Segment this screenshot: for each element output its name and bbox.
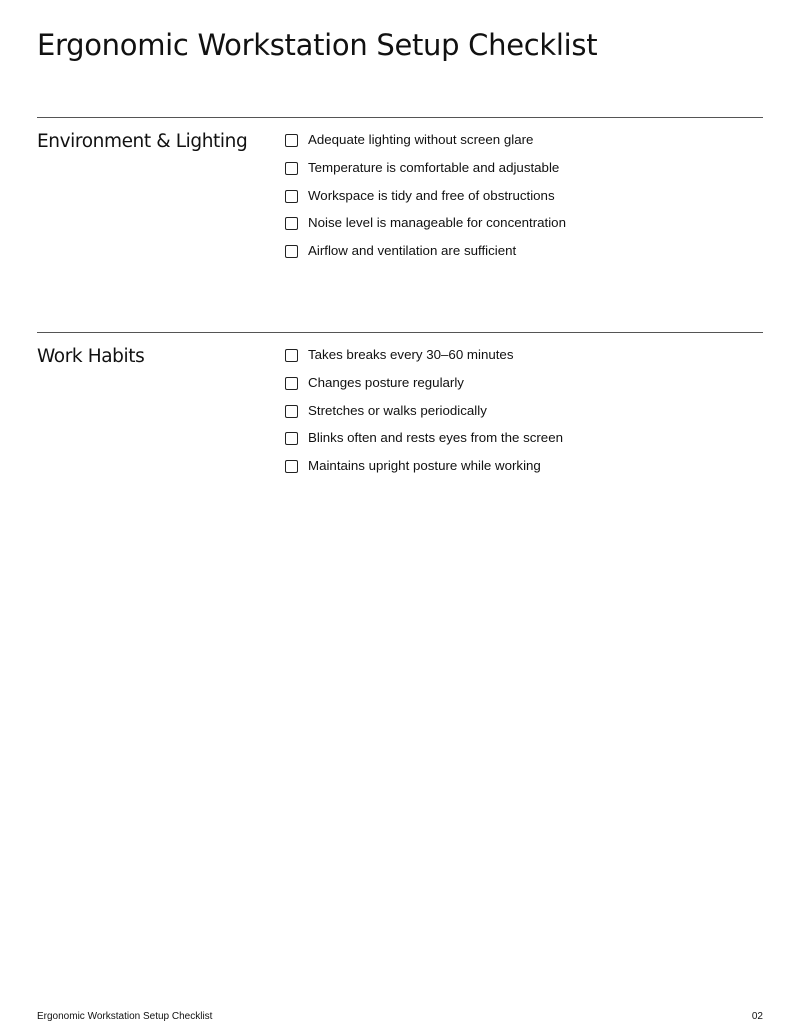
item-label: Maintains upright posture while working <box>308 458 541 474</box>
item-label: Changes posture regularly <box>308 374 464 390</box>
checkbox[interactable] <box>285 162 298 175</box>
checklist-item[interactable] <box>285 215 566 243</box>
checklist-item[interactable] <box>285 430 563 458</box>
checkbox[interactable] <box>285 377 298 390</box>
checklist <box>285 347 563 486</box>
checklist-item[interactable] <box>285 458 563 486</box>
footer-doc-title: Ergonomic Workstation Setup Checklist <box>37 1011 213 1022</box>
item-label: Takes breaks every 30–60 minutes <box>308 347 514 362</box>
checklist-item[interactable] <box>285 347 563 375</box>
checkbox[interactable] <box>285 245 298 258</box>
section-heading: Work Habits <box>37 346 145 367</box>
item-label: Stretches or walks periodically <box>308 402 487 418</box>
item-label: Noise level is manageable for concentration <box>308 215 566 231</box>
checklist-item[interactable] <box>285 243 566 271</box>
section-environment-lighting <box>37 117 763 259</box>
checklist-item[interactable] <box>285 403 563 431</box>
checklist-item[interactable] <box>285 132 566 160</box>
checkbox[interactable] <box>285 405 298 418</box>
checkbox[interactable] <box>285 134 298 147</box>
checklist-item[interactable] <box>285 375 563 403</box>
section-work-habits <box>37 332 763 474</box>
item-label: Blinks often and rests eyes from the screen <box>308 430 563 446</box>
checkbox[interactable] <box>285 190 298 203</box>
item-label: Adequate lighting without screen glare <box>308 132 534 147</box>
checkbox[interactable] <box>285 349 298 362</box>
footer-page-number: 02 <box>751 1011 763 1022</box>
checkbox[interactable] <box>285 460 298 473</box>
checklist-item[interactable] <box>285 160 566 188</box>
checkbox[interactable] <box>285 432 298 445</box>
page-title: Ergonomic Workstation Setup Checklist <box>37 28 598 62</box>
checklist <box>285 132 566 271</box>
item-label: Temperature is comfortable and adjustable <box>308 159 560 175</box>
item-label: Workspace is tidy and free of obstructions <box>308 187 555 203</box>
item-label: Airflow and ventilation are sufficient <box>308 243 517 259</box>
checklist-item[interactable] <box>285 188 566 216</box>
section-heading: Environment & Lighting <box>37 131 248 152</box>
checkbox[interactable] <box>285 217 298 230</box>
